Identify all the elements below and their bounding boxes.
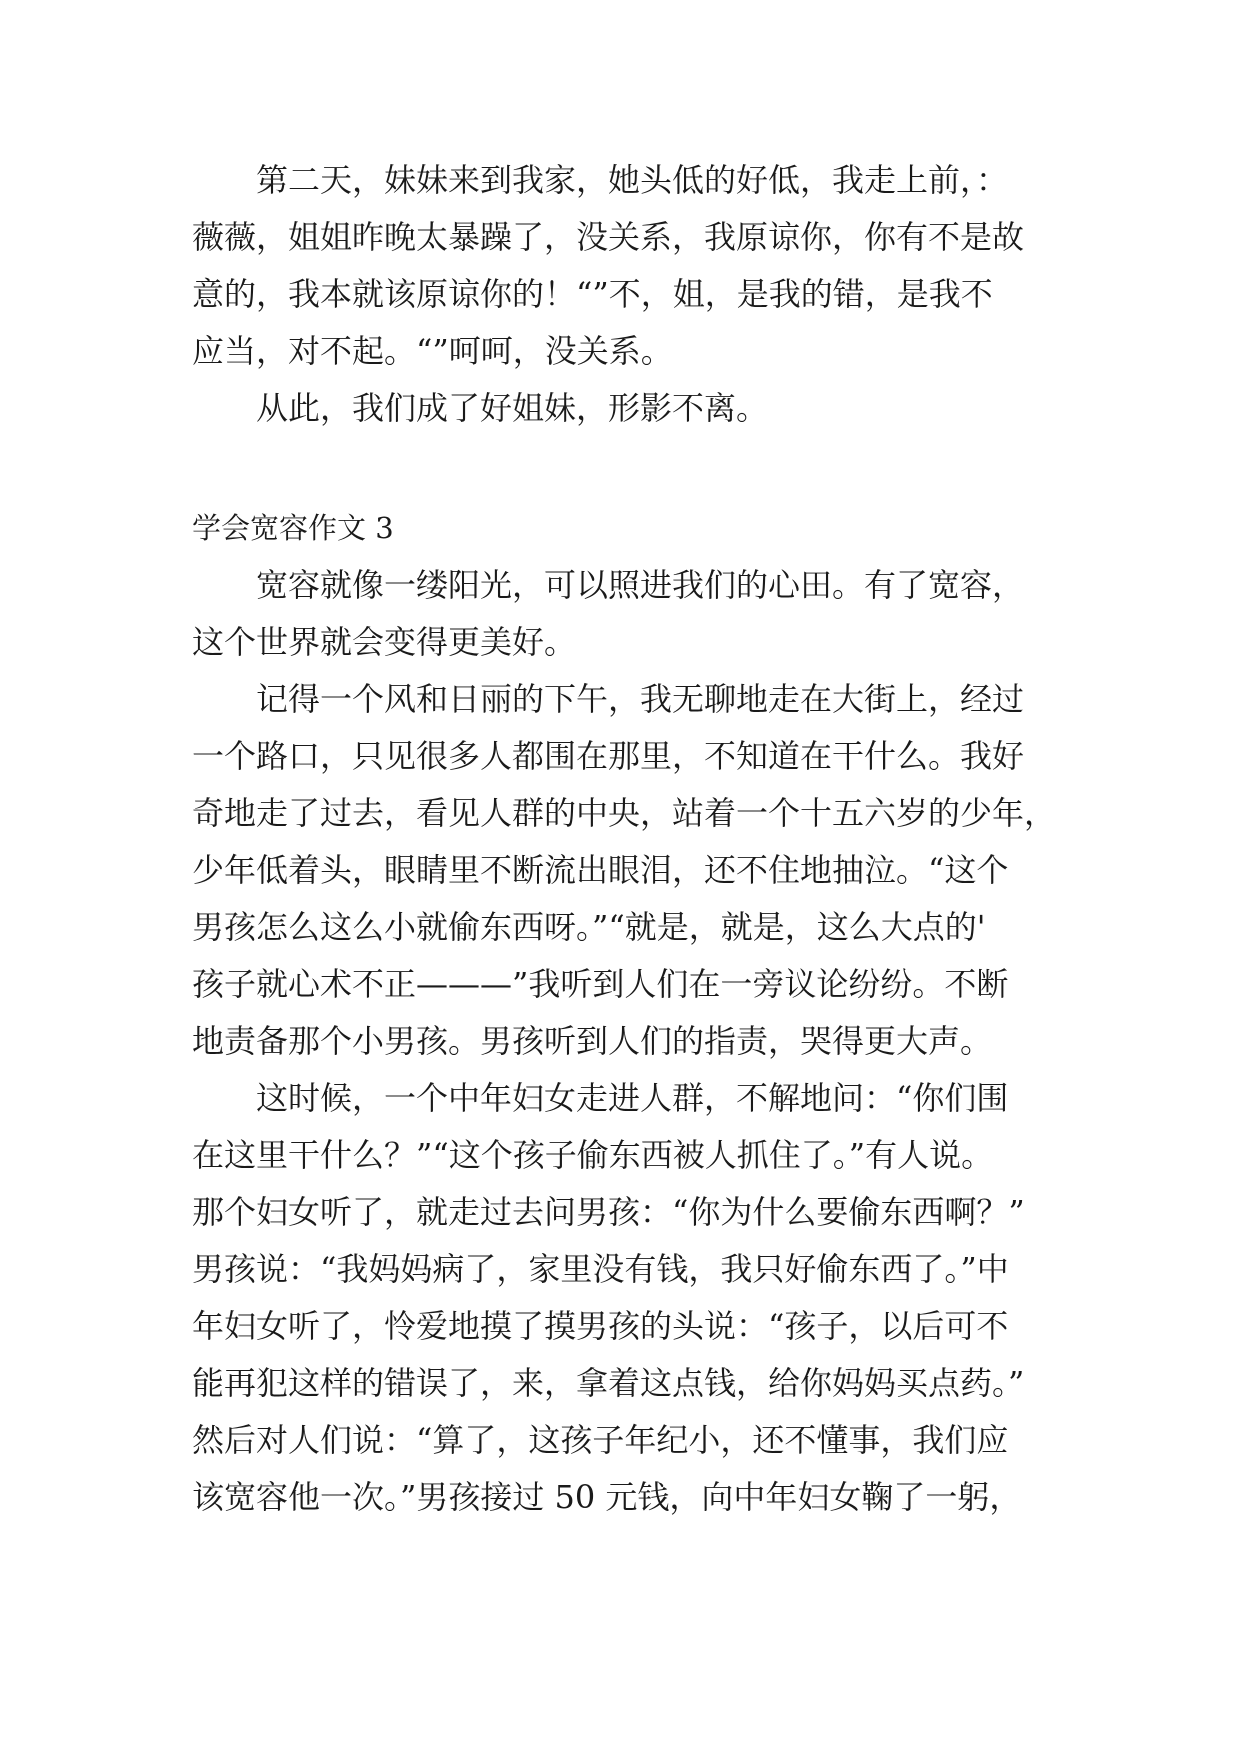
text-line: 少年低着头，眼睛里不断流出眼泪，还不住地抽泣。“这个 [192,851,1009,889]
text-line: 奇地走了过去，看见人群的中央，站着一个十五六岁的少年， [192,794,1057,832]
text-line: 薇薇，姐姐昨晚太暴躁了，没关系，我原谅你，你有不是故 [192,218,1025,256]
section-title: 学会宽容作文 3 [192,511,394,545]
text-line: 男孩说：“我妈妈病了，家里没有钱，我只好偷东西了。”中 [192,1250,1009,1288]
text-line: 一个路口，只见很多人都围在那里，不知道在干什么。我好 [192,737,1025,775]
text-line: 这个世界就会变得更美好。 [192,623,577,661]
text-line: 在这里干什么？”“这个孩子偷东西被人抓住了。”有人说。 [192,1136,994,1174]
text-line: 男孩怎么这么小就偷东西呀。”“就是，就是，这么大点的' [192,908,986,946]
text-line: 应当，对不起。“”呵呵，没关系。 [192,332,673,370]
text-line: 宽容就像一缕阳光，可以照进我们的心田。有了宽容， [192,566,1025,604]
text-line: 能再犯这样的错误了，来，拿着这点钱，给你妈妈买点药。” [192,1364,1025,1402]
text-line: 孩子就心术不正———”我听到人们在一旁议论纷纷。不断 [192,965,1009,1003]
text-line: 这时候，一个中年妇女走进人群，不解地问：“你们围 [192,1079,1009,1117]
text-line: 地责备那个小男孩。男孩听到人们的指责，哭得更大声。 [192,1022,993,1060]
text-line: 该宽容他一次。”男孩接过 50 元钱，向中年妇女鞠了一躬， [192,1478,1022,1516]
text-line: 第二天，妹妹来到我家，她头低的好低，我走上前，： [192,161,1009,199]
text-line: 从此，我们成了好姐妹，形影不离。 [192,389,769,427]
text-line: 意的，我本就该原谅你的！“”不，姐，是我的错，是我不 [192,275,993,313]
text-line: 年妇女听了，怜爱地摸了摸男孩的头说：“孩子，以后可不 [192,1307,1009,1345]
text-line: 记得一个风和日丽的下午，我无聊地走在大街上，经过 [192,680,1025,718]
text-line: 然后对人们说：“算了，这孩子年纪小，还不懂事，我们应 [192,1421,1009,1459]
text-line: 那个妇女听了，就走过去问男孩：“你为什么要偷东西啊？” [192,1193,1025,1231]
